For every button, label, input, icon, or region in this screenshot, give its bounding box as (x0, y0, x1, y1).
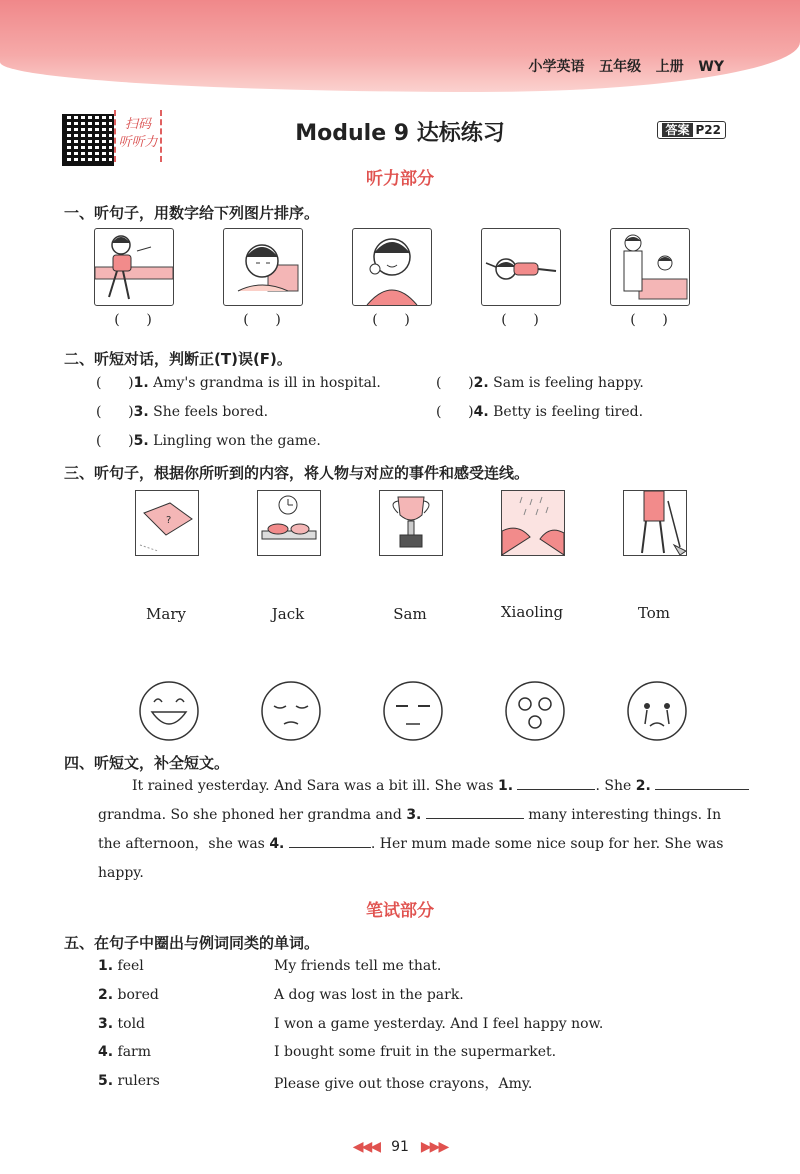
passage-text: many interesting things. In (523, 807, 722, 823)
blank-4-input[interactable] (289, 833, 371, 848)
event-clock-and-food (257, 490, 321, 556)
next-arrows-icon: ▶▶▶ (420, 1139, 448, 1155)
fill-in-passage (98, 772, 730, 888)
passage-text: happy. (98, 865, 144, 881)
q3-heading: 三、听句子，根据你所听到的内容，将人物与对应的事件和感受连线。 (64, 464, 530, 482)
blank-number: 3. (406, 807, 422, 823)
sentence[interactable]: Please give out those crayons，Amy. (274, 1076, 533, 1092)
event-sweeping (623, 490, 687, 556)
page-title: Module 9 达标练习 (295, 121, 505, 146)
answer-paren[interactable]: ( ) (436, 404, 474, 420)
item-number: 1. (98, 958, 114, 974)
tf-item (96, 375, 381, 391)
answer-paren[interactable]: ( ) (96, 433, 134, 449)
header-band (0, 0, 800, 92)
example-word: rulers (117, 1073, 160, 1089)
sentence[interactable]: My friends tell me that. (274, 958, 442, 974)
item-number: 3. (98, 1016, 114, 1032)
item-text: Betty is feeling tired. (493, 404, 644, 420)
q5-heading: 五、在句子中圈出与例词同类的单词。 (64, 934, 320, 952)
passage-text: . Her mum made some nice soup for her. She was (370, 836, 724, 852)
passage-text: It rained yesterday. And Sara was a bit ill. She was (132, 778, 498, 794)
bored-face-icon (260, 680, 322, 742)
item-number: 1. (133, 375, 149, 391)
picture-boy-lying-tired (481, 228, 561, 306)
picture-doctor-patient (610, 228, 690, 306)
page-footer (0, 1139, 800, 1155)
answer-paren[interactable]: ( ) (372, 312, 410, 328)
q2-heading: 二、听短对话，判断正(T)误(F)。 (64, 350, 292, 368)
item-text: Lingling won the game. (153, 433, 321, 449)
example-word: farm (117, 1044, 152, 1060)
passage-text: grandma. So she phoned her grandma and (98, 807, 407, 823)
surprised-face-icon (504, 680, 566, 742)
event-lost-map (135, 490, 199, 556)
picture-girl-hurt-leg (94, 228, 174, 306)
answer-tag: 答案 (662, 123, 692, 137)
tired-face-icon (382, 680, 444, 742)
answer-reference (657, 121, 726, 139)
answer-paren[interactable]: ( ) (243, 312, 281, 328)
blank-1-input[interactable] (517, 775, 595, 790)
sentence[interactable]: I won a game yesterday. And I feel happy now. (274, 1016, 604, 1032)
example-word: feel (117, 958, 144, 974)
tf-item (436, 404, 643, 420)
person-name: Mary (146, 605, 186, 623)
example-word: bored (117, 987, 159, 1003)
prev-arrows-icon: ◀◀◀ (352, 1139, 380, 1155)
item-number: 5. (98, 1073, 114, 1089)
page-number: 91 (391, 1139, 409, 1155)
item-number: 4. (98, 1044, 114, 1060)
qr-label-line1: 扫码 (124, 117, 151, 132)
svg-text:?: ? (166, 515, 172, 526)
happy-face-icon (138, 680, 200, 742)
sentence[interactable]: A dog was lost in the park. (274, 987, 464, 1003)
tf-item (96, 433, 321, 449)
item-number: 5. (133, 433, 149, 449)
person-name: Jack (271, 605, 305, 623)
passage-text: . She (595, 778, 636, 794)
item-text: Sam is feeling happy. (493, 375, 644, 391)
answer-paren[interactable]: ( ) (501, 312, 539, 328)
event-trophy (379, 490, 443, 556)
answer-paren[interactable]: ( ) (96, 375, 134, 391)
blank-number: 1. (497, 778, 514, 794)
answer-paren[interactable]: ( ) (630, 312, 668, 328)
example-word: told (117, 1016, 146, 1032)
person-name: Xiaoling (500, 603, 564, 621)
item-number: 2. (473, 375, 489, 391)
blank-number: 4. (269, 836, 285, 852)
answer-paren[interactable]: ( ) (96, 404, 134, 420)
blank-number: 2. (635, 778, 651, 794)
item-number: 2. (98, 987, 114, 1003)
item-text: Amy's grandma is ill in hospital. (153, 375, 381, 391)
sentence[interactable]: I bought some fruit in the supermarket. (274, 1044, 557, 1060)
person-name: Sam (393, 605, 427, 623)
book-meta: 小学英语 五年级 上册 WY (528, 59, 724, 75)
passage-text: the afternoon，she was (98, 836, 270, 852)
picture-boy-crying (352, 228, 432, 306)
q4-heading: 四、听短文，补全短文。 (64, 754, 230, 772)
tf-item (96, 404, 268, 420)
item-number: 3. (133, 404, 149, 420)
q1-heading: 一、听句子，用数字给下列图片排序。 (64, 204, 320, 222)
writing-section-title: 笔试部分 (366, 901, 434, 921)
qr-label-line2: 听听力 (118, 135, 158, 150)
answer-page: P22 (695, 123, 721, 137)
person-name: Tom (637, 604, 671, 622)
crying-face-icon (626, 680, 688, 742)
picture-boy-bored (223, 228, 303, 306)
answer-paren[interactable]: ( ) (114, 312, 152, 328)
blank-3-input[interactable] (426, 804, 524, 819)
blank-2-input[interactable] (655, 775, 749, 790)
item-text: She feels bored. (153, 404, 269, 420)
tf-item (436, 375, 644, 391)
event-rain (501, 490, 565, 556)
item-number: 4. (473, 404, 489, 420)
answer-paren[interactable]: ( ) (436, 375, 474, 391)
listening-section-title: 听力部分 (366, 169, 434, 189)
